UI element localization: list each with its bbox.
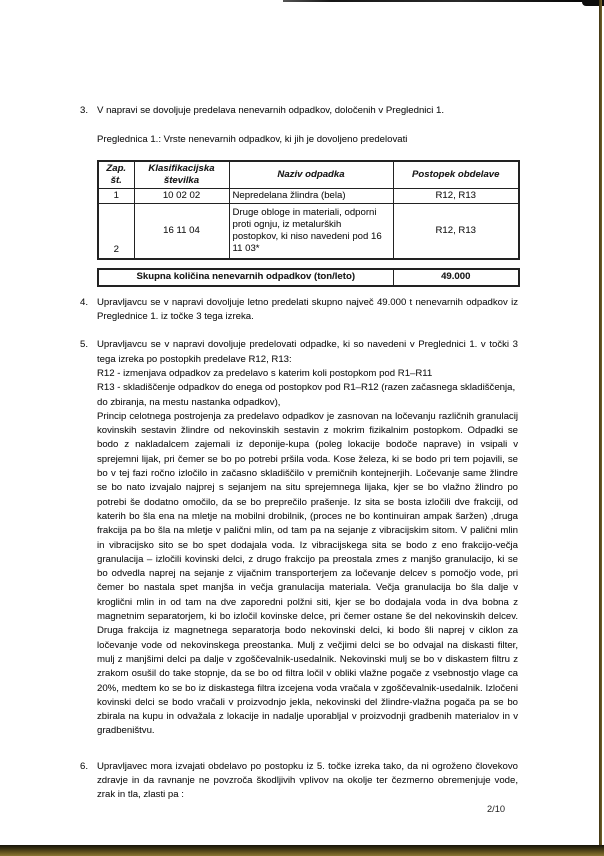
col-header-naziv: Naziv odpadka <box>229 161 393 189</box>
item-3-number: 3. <box>80 105 89 116</box>
item-5-r13: R13 - skladiščenje odpadkov do enega od postopkov pod R1–R12 (razen začasnega skladiščenja, do zbiranja, na mestu nastanka odpadkov), <box>97 382 516 408</box>
row-1-code: 10 02 02 <box>134 189 229 204</box>
table-caption: Preglednica 1.: Vrste nenevarnih odpadkov, ki jih je dovoljeno predelovati <box>97 134 408 146</box>
page-number: 2/10 <box>487 804 506 814</box>
list-item-4 <box>80 296 518 325</box>
row-1-num: 1 <box>98 189 134 204</box>
summary-row <box>98 269 519 286</box>
item-4-number: 4. <box>80 296 89 308</box>
summary-label: Skupna količina nenevarnih odpadkov (ton/leto) <box>98 269 393 286</box>
row-1-name: Nepredelana žlindra (bela) <box>229 189 393 204</box>
scan-edge-bottom <box>0 845 604 856</box>
item-5-description: Princip celotnega postrojenja za predelavo odpadkov je zasnovan na ločevanju različnih granulacij kovinskih sestavin žlindre od nekovinskih sestavin z mokrim fizikalnim postopkom. Odpadki se bodo z nakladalcem zajemali iz deponije-kupa (poleg lokacije bodoče naprave) in vsipali v sprejemni lijak, pri čemer se bo po potrebi pršila voda. Kose železa, ki se bodo pri tem pojavili, se bo v tej fazi ročno izločilo in začasno skladiščilo v premičnih kontejnerjih. Ločevanje same žlindre se bo nato izvajalo najprej s sejanjem na situ sprejemnega lijaka, kjer se bo vlažno žlindro po potrebi še dodatno omočilo, da se bo preprečilo prašenje. Iz sita se bosta izločili dve frakciji, od katerih bo šla ena na mletje na mobilni drobilnik, (proces ne bo kontinuiran ampak šaržen) ,druga frakcija pa bo šla na mletje v palični mlin, od tam pa na sejanje z vibracijskim sitom. V palični mlin in vibracijsko sito se bo spet dodajala voda. Iz vibracijskega sita se bodo z eno frakcijo-večja granulacija – izločili kovinski delci, z drugo frakcijo pa preostala zmes z manjšo granulacijo, ki se bo odvedla naprej na sejanje z vijačnim transporterjem za ločevanje delcev s pomočjo vode, pri čemer bo nastala spet manjša in večja granulacija materiala. Večja granulacija bo šla dalje v kroglični mlin in od tam na dve zaporedni polžni siti, kjer se bo dodajala voda in dva bobna z magnetnim separatorjem, ki bo izločil kovinske delce, pri čemer ostane še del nekovinskih delcev. Druga frakcija iz magnetnega separatorja bodo nekovinski delci, ki bodo šli naprej v ciklon za ločevanje vode od nekovinskega preostanka. Mulj z večjimi delci se bo odvajal na diskasti filter, mulj z manjšimi delci pa dalje v zgoščevalnik-usedalnik. Nekovinski mulj se bo v diskastem filtru z zrakom osušil do take stopnje, da se bo od filtra ločil v obliki vlažne pogače z vsebnostjo vlage ca 20%, medtem ko se bo iz diskastega filtra izcejena voda vračala v zgoščevalnik-usedalnik. Izločeni kovinski delci se bodo vračali v proizvodnjo jekla, nekovinski del žlindre-vlažna pogača pa se bo zbirala na kupu in odvažala z lokacije in nadalje uporabljal v proizvodnji gradbenih materialov in v gradbeništvu. <box>97 410 518 737</box>
row-2-code: 16 11 04 <box>134 204 229 259</box>
table-row <box>98 189 519 204</box>
list-item-3 <box>80 104 518 118</box>
col-header-zap-st: Zap. št. <box>98 161 134 189</box>
item-4-text: Upravljavcu se v napravi dovoljuje letno predelati skupno največ 49.000 t nenevarnih odpadkov iz Preglednice 1. iz točke 3 tega izreka. <box>97 296 518 323</box>
page-content <box>80 104 518 803</box>
waste-table <box>97 160 520 260</box>
scan-edge-right <box>599 0 602 856</box>
row-2-name: Druge obloge in materiali, odporni proti ognju, iz metalurških postopkov, ki niso navedeni pod 16 11 03* <box>229 204 393 259</box>
summary-table <box>97 268 520 287</box>
table-row <box>98 204 519 259</box>
scan-edge-top <box>283 0 604 2</box>
col-header-klasifikacijska: Klasifikacijska številka <box>134 161 229 189</box>
row-2-process: R12, R13 <box>393 204 519 259</box>
row-1-process: R12, R13 <box>393 189 519 204</box>
item-6-text: Upravljavec mora izvajati obdelavo po postopku iz 5. točke izreka tako, da ni ogroženo človekovo zdravje in da ravnanje ne povzroča škodljivih vplivov na okolje ter čezmerno obremenjuje vode, zrak in tla, zlasti pa : <box>97 760 518 801</box>
col-header-postopek: Postopek obdelave <box>393 161 519 189</box>
list-item-6 <box>80 760 518 803</box>
summary-value: 49.000 <box>393 269 519 286</box>
table-header-row <box>98 161 519 189</box>
item-5-intro: Upravljavcu se v napravi dovoljuje predelovati odpadke, ki so navedeni v Preglednici 1. v točki 3 tega izreka po postopkih predelave R12, R13: <box>97 339 518 365</box>
item-5-r12: R12 - izmenjava odpadkov za predelavo s katerim koli postopkom pod R1–R11 <box>97 367 433 379</box>
item-6-number: 6. <box>80 760 89 772</box>
row-2-num: 2 <box>98 204 134 259</box>
item-3-text: V napravi se dovoljuje predelava nenevarnih odpadkov, določenih v Preglednici 1. <box>97 105 445 116</box>
item-5-number: 5. <box>80 339 89 351</box>
list-item-5 <box>80 338 518 738</box>
